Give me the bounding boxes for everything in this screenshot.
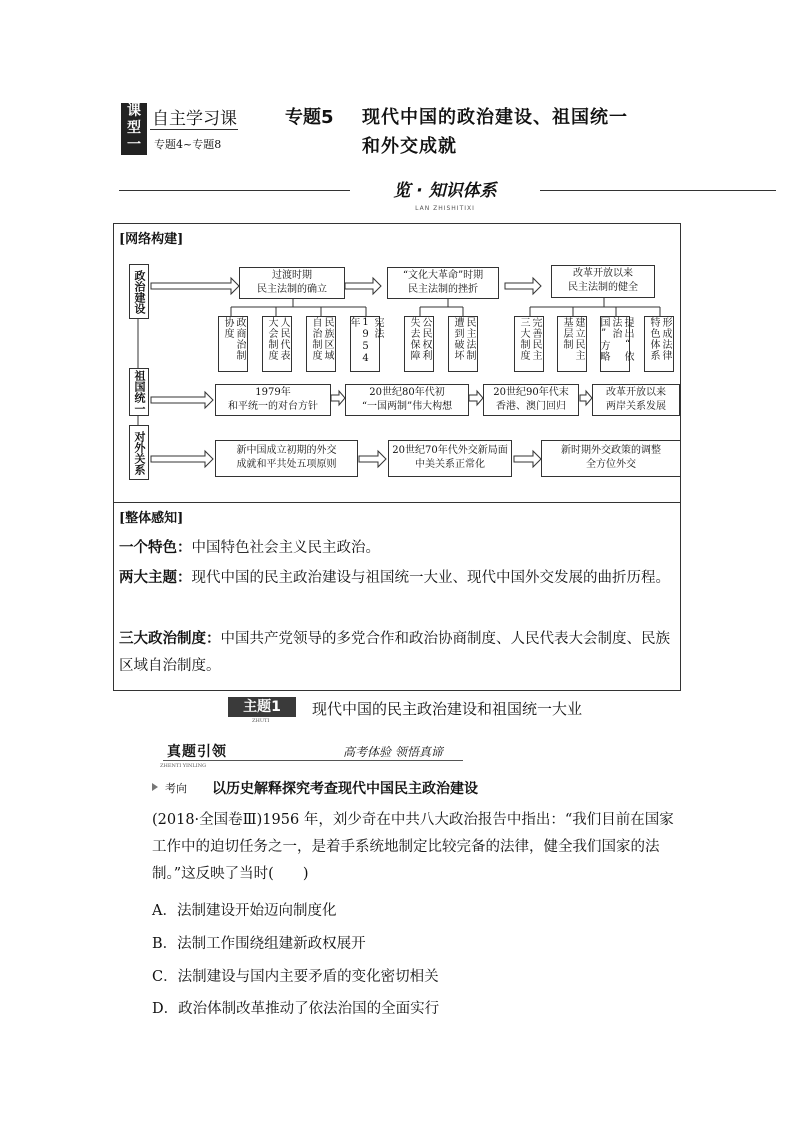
box-line: 新中国成立初期的外交 (236, 445, 337, 456)
play-icon (152, 783, 158, 791)
theme-badge-text: 主题1 (243, 699, 281, 715)
overview-p3-label: 三大政治制度： (119, 630, 221, 647)
course-type-char: 课 (127, 103, 141, 119)
sub-box: 提出“依法治国”方略 (600, 316, 630, 372)
course-name: 自主学习课 (152, 109, 237, 129)
reunification-box (592, 384, 680, 416)
course-scope: 专题4~专题8 (154, 138, 222, 151)
course-type-tag (121, 103, 147, 155)
page-title: 现代中国的政治建设、祖国统一 (362, 107, 628, 128)
box-line: 和平统一的对台方针 (228, 401, 318, 412)
sub-box: 完善民主三大制度 (514, 316, 544, 372)
box-line: 改革开放以来 (606, 387, 666, 398)
box-line: “一国两制”伟大构想 (361, 401, 453, 412)
zhenti-label-sub: ZHENTI YINLING (160, 763, 207, 769)
overview-p2 (119, 564, 681, 592)
box-line: 20世纪70年代外交新局面 (392, 445, 508, 456)
sub-box: 公民权利失去保障 (404, 316, 434, 372)
overview-p2-text: 现代中国的民主政治建设与祖国统一大业、现代中国外交发展的曲折历程。 (191, 570, 670, 586)
theme-badge-sub: ZHUTI (252, 718, 270, 724)
reunification-box (483, 384, 579, 416)
option-a: A．法制建设开始迈向制度化 (152, 903, 337, 919)
overview-p1-text: 中国特色社会主义民主政治。 (191, 540, 380, 556)
sub-box: 形成法律特色体系 (644, 316, 674, 372)
row-label-politics: 政治建设 (129, 264, 149, 319)
box-line: 成就和平共处五项原则 (236, 459, 337, 470)
foreign-box (388, 440, 512, 477)
stage-line: 民主法制的挫折 (408, 284, 478, 295)
sub-box: 政商治制协度 (218, 316, 248, 372)
box-line: 中美关系正常化 (415, 459, 485, 470)
box-line: 香港、澳门回归 (496, 401, 566, 412)
header-underline (150, 129, 238, 130)
course-type-char: 型 (127, 120, 141, 136)
zhenti-label: 真题引领 (167, 744, 227, 760)
row-label-reunification: 祖国统一 (129, 368, 149, 416)
zhenti-underline (163, 760, 463, 761)
overview-p2-label: 两大主题： (119, 569, 192, 586)
reunification-box (345, 384, 469, 416)
overview-p1 (119, 534, 681, 562)
option-d: D．政治体制改革推动了依法治国的全面实行 (152, 1001, 440, 1017)
politics-stage-reform (551, 265, 655, 298)
overview-heading: [整体感知] (119, 511, 184, 526)
overview-p3 (119, 625, 681, 680)
sub-box: 民主法制遭到破坏 (448, 316, 478, 372)
sub-box: 人民代表大会制度 (262, 316, 292, 372)
network-heading: [网络构建] (119, 232, 184, 247)
box-line: 两岸关系发展 (606, 401, 666, 412)
topic-number: 专题5 (285, 107, 334, 128)
foreign-box (541, 440, 681, 477)
question-text: (2018·全国卷Ⅲ)1956 年，刘少奇在中共八大政治报告中指出：“我们目前在国家工作中的迫切任务之一，是着手系统地制定比较完备的法律，健全我们国家的法制。”这反映了当时( ) (152, 812, 674, 882)
option-b: B．法制工作围绕组建新政权展开 (152, 936, 366, 952)
kaoxiang-title: 以历史解释探究考查现代中国民主政治建设 (212, 781, 478, 797)
option-c: C．法制建设与国内主要矛盾的变化密切相关 (152, 969, 439, 985)
foreign-box (215, 440, 358, 477)
sub-box: 建立民主基层制 (557, 316, 587, 372)
overview-p1-label: 一个特色： (119, 539, 192, 556)
stage-line: 过渡时期 (272, 270, 312, 281)
zhenti-slogan: 高考体验 领悟真谛 (343, 745, 443, 759)
section-banner-sub: LAN ZHISHITIXI (415, 205, 475, 212)
stage-line: 民主法制的健全 (568, 282, 638, 293)
section-banner: 览 · 知识体系 (350, 176, 540, 201)
kaoxiang-label: 考向 (165, 782, 187, 795)
box-line: 新时期外交政策的调整 (561, 445, 661, 456)
theme-badge (228, 697, 296, 717)
reunification-box (215, 384, 331, 416)
stage-line: 改革开放以来 (573, 268, 633, 279)
box-line: 1979年 (255, 387, 291, 398)
box-line: 20世纪90年代末 (493, 387, 569, 398)
stage-line: “文化大革命”时期 (402, 270, 484, 281)
stage-line: 民主法制的确立 (257, 284, 327, 295)
box-line: 全方位外交 (586, 459, 636, 470)
theme-title: 现代中国的民主政治建设和祖国统一大业 (312, 700, 583, 718)
course-type-char: 一 (127, 137, 141, 153)
overview-p3-text: 中国共产党领导的多党合作和政治协商制度、人民代表大会制度、民族区域自治制度。 (119, 631, 670, 674)
row-label-foreign: 对外关系 (129, 425, 149, 480)
politics-stage-cultural-revolution (387, 267, 499, 299)
box-line: 20世纪80年代初 (369, 387, 445, 398)
politics-stage-transition (239, 267, 345, 299)
sub-box: 宪法1954年 (350, 316, 380, 372)
page-title-line2: 和外交成就 (362, 136, 457, 157)
sub-box: 民族区域自治制度 (306, 316, 336, 372)
